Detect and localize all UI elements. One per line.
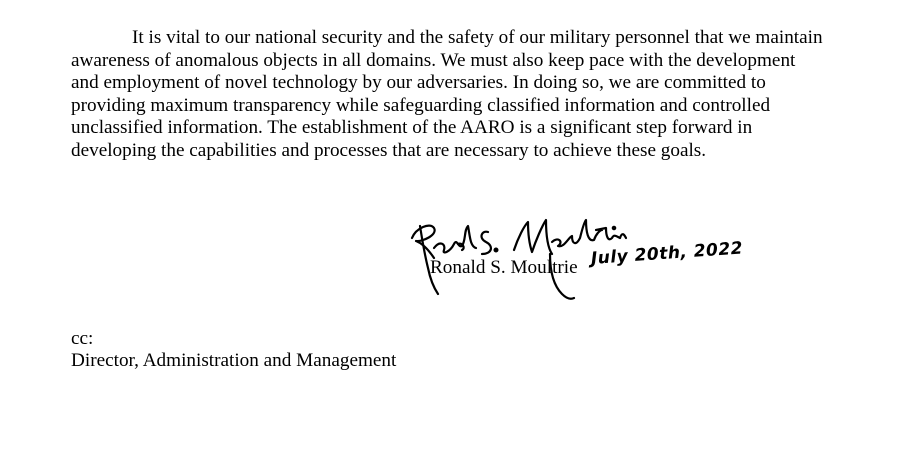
body-paragraph	[71, 27, 861, 163]
paragraph-line: unclassified information. The establishment of the AARO is a significant step forward in	[71, 117, 753, 139]
paragraph-line: developing the capabilities and processes that are necessary to achieve these goals.	[71, 139, 707, 161]
handwritten-date: July 20th, 2022	[590, 238, 744, 269]
paragraph-line: and employment of novel technology by our adversaries. In doing so, we are committed to	[71, 72, 766, 94]
cc-label: cc:	[71, 328, 94, 349]
typed-name: Ronald S. Moultrie	[430, 257, 578, 278]
signature-block	[400, 208, 744, 308]
paragraph-line: providing maximum transparency while safeguarding classified information and controlled	[71, 94, 771, 116]
paragraph-line: awareness of anomalous objects in all domains. We must also keep pace with the development	[71, 49, 796, 71]
cc-recipient: Director, Administration and Management	[71, 350, 397, 371]
paragraph-line: It is vital to our national security and the safety of our military personnel that we maintain	[132, 27, 823, 48]
